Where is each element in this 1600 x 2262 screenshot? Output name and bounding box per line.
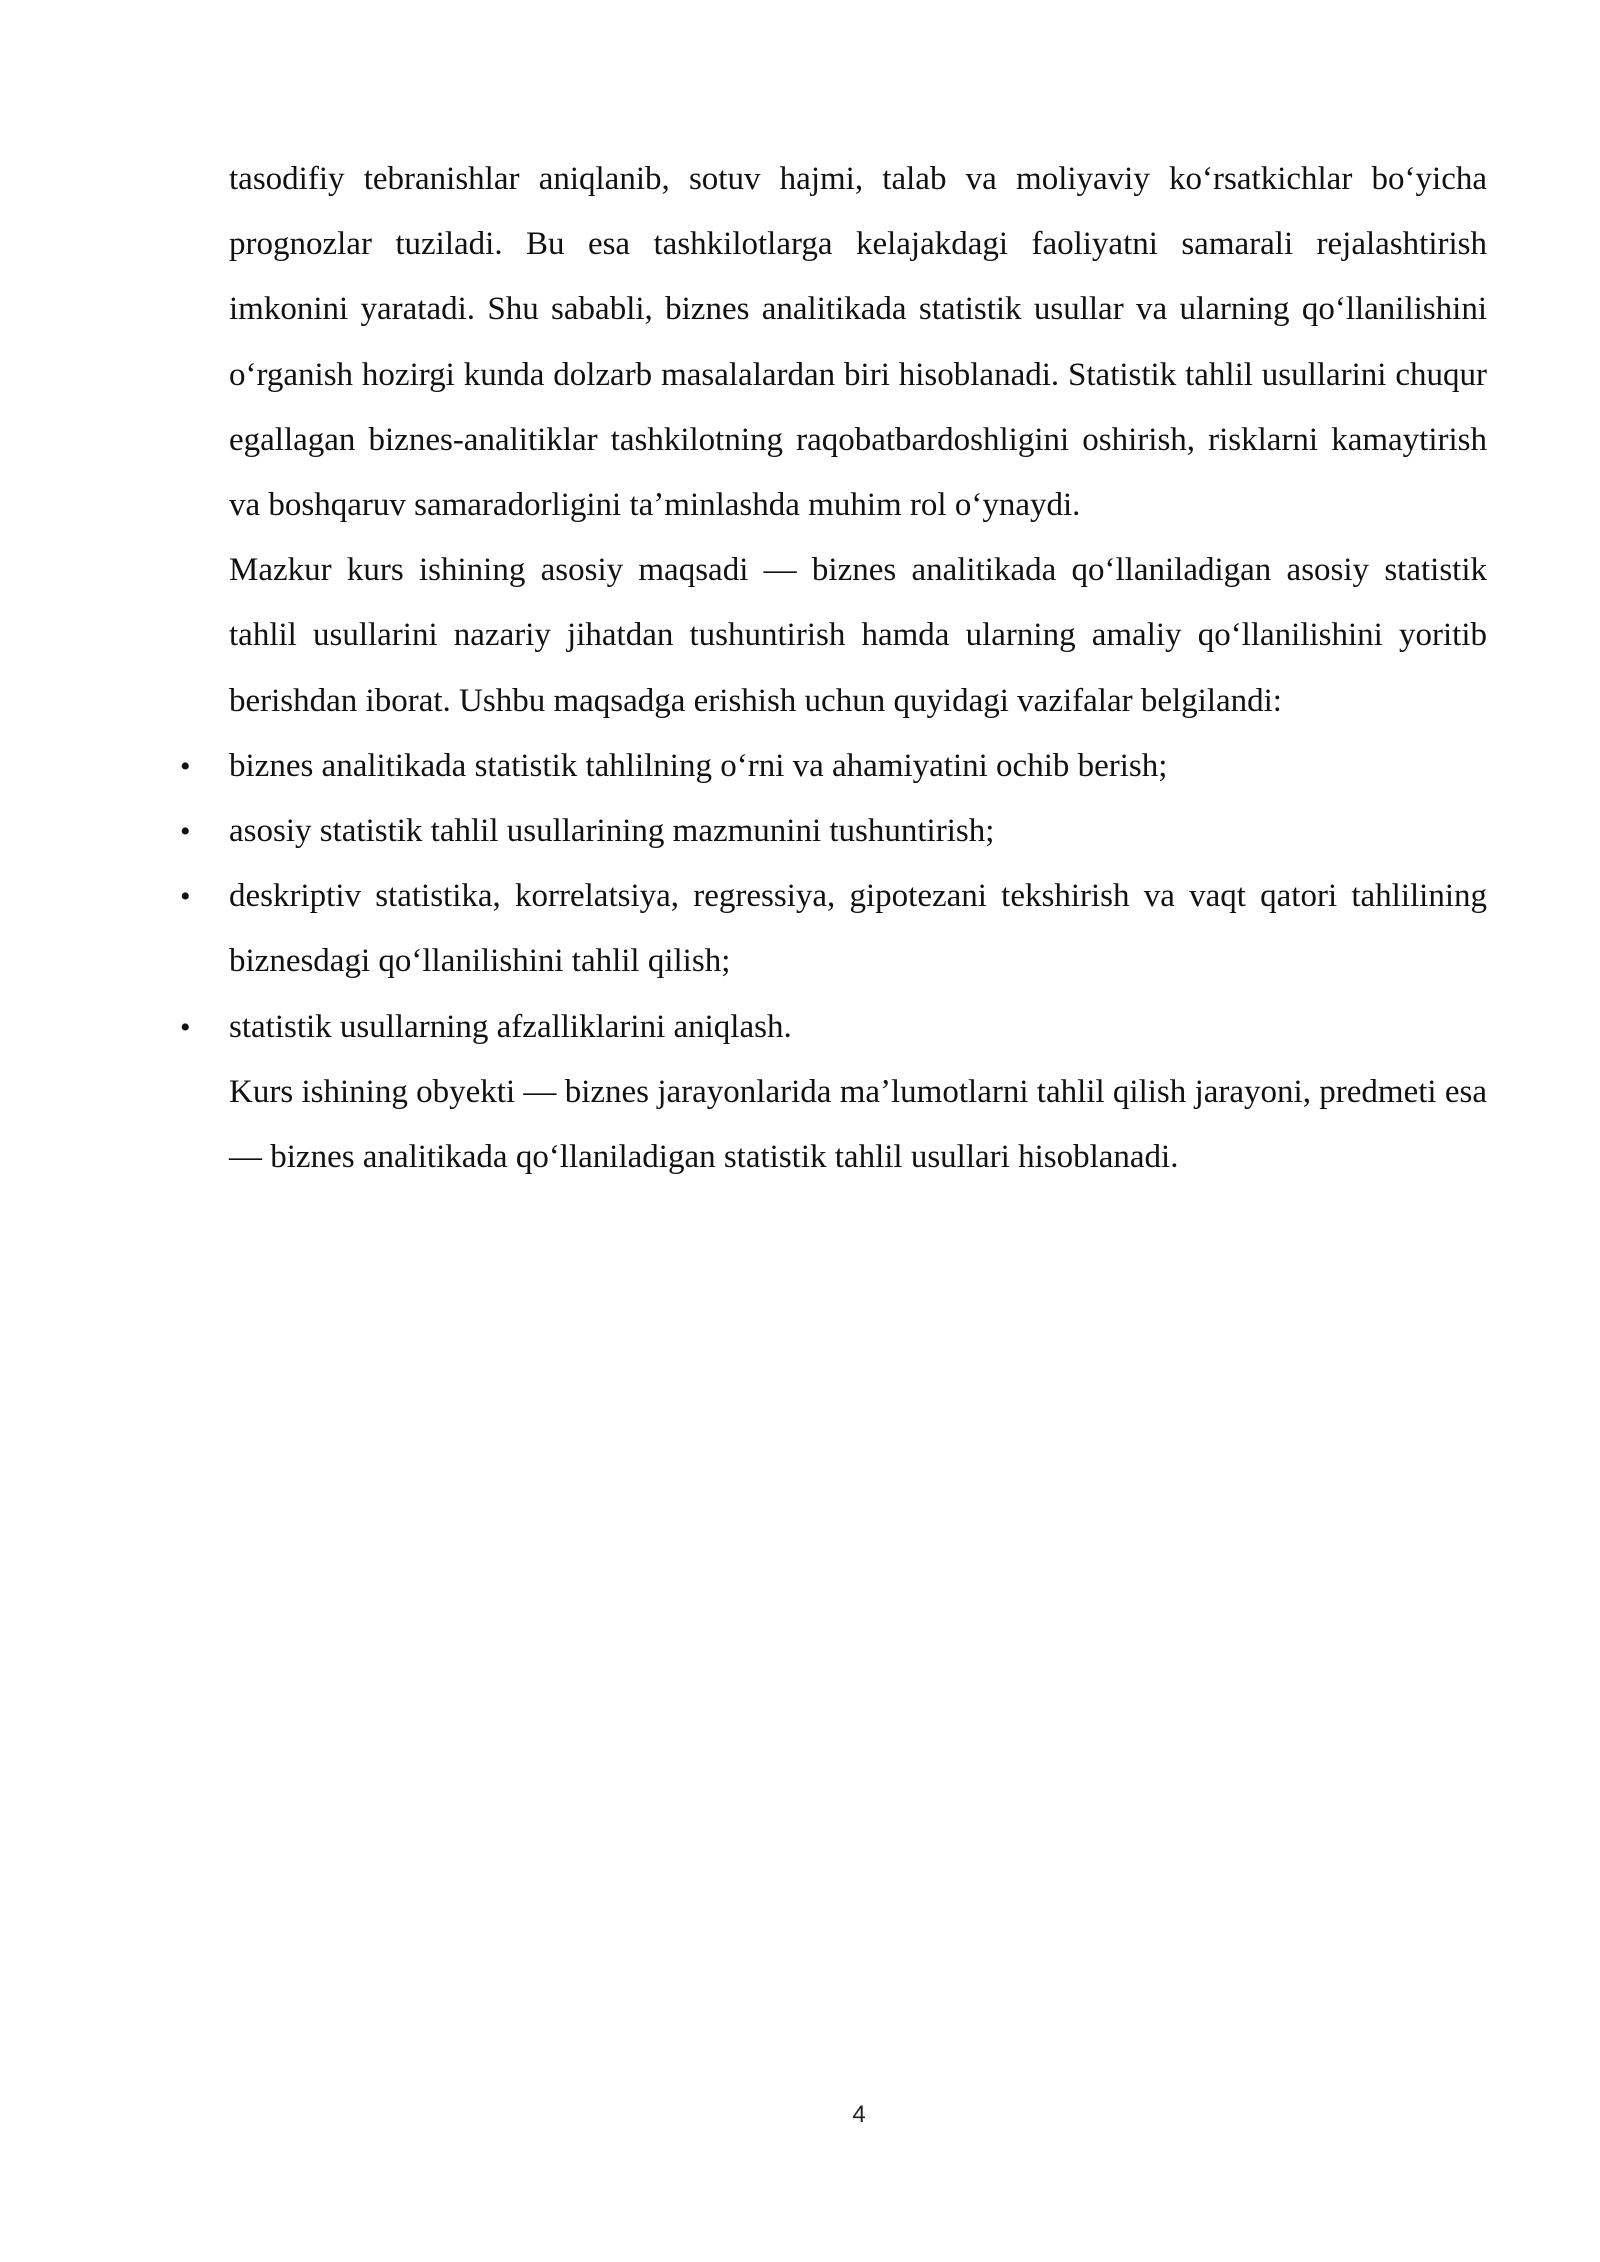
paragraph-forecasting: tasodifiy tebranishlar aniqlanib, sotuv hajmi, talab va moliyaviy koʻrsatkichlar boʻyicha prognozlar tuziladi. Bu esa tashkilotlarga kelajakdagi faoliyatni samarali rejalashtirish imkonini yaratadi. Shu sababli, biznes analitikada statistik usullar va ularning qoʻllanilishini oʻrganish hozirgi kunda dolzarb masalalardan biri hisoblanadi. Statistik tahlil usullarini chuqur egallagan biznes-analitiklar tashkilotning raqobatbardoshligini oshirish, risklarni kamaytirish va boshqaruv samaradorligini taʼminlashda muhim rol oʻynaydi. — [229, 161, 1487, 524]
list-item-text: statistik usullarning afzalliklarini aniqlash. — [229, 1008, 792, 1045]
paragraph-object-subject: Kurs ishining obyekti — biznes jarayonlarida maʼlumotlarni tahlil qilish jarayoni, predmeti esa — biznes analitikada qoʻllaniladigan statistik tahlil usullari hisoblanadi. — [229, 1073, 1487, 1176]
bullet-icon: • — [180, 1010, 191, 1044]
list-item-text: deskriptiv statistika, korrelatsiya, regressiya, gipotezani tekshirish va vaqt qatori tahlilining biznesdagi qoʻllanilishini tahlil qilish; — [229, 878, 1487, 980]
list-item — [180, 734, 1487, 799]
page-number: 4 — [852, 2101, 866, 2128]
bullet-icon: • — [180, 880, 191, 914]
body-text — [180, 147, 1487, 1190]
task-list — [180, 734, 1487, 1060]
list-item — [180, 799, 1487, 864]
list-item — [180, 995, 1487, 1060]
paragraph-course-goal: Mazkur kurs ishining asosiy maqsadi — biznes analitikada qoʻllaniladigan asosiy statistik tahlil usullarini nazariy jihatdan tushuntirish hamda ularning amaliy qoʻllanilishini yoritib berishdan iborat. Ushbu maqsadga erishish uchun quyidagi vazifalar belgilandi: — [229, 552, 1487, 719]
list-item-text: biznes analitikada statistik tahlilning oʻrni va ahamiyatini ochib berish; — [229, 747, 1168, 784]
bullet-icon: • — [180, 815, 191, 849]
list-item — [180, 864, 1487, 994]
bullet-icon: • — [180, 749, 191, 783]
list-item-text: asosiy statistik tahlil usullarining mazmunini tushuntirish; — [229, 813, 995, 850]
